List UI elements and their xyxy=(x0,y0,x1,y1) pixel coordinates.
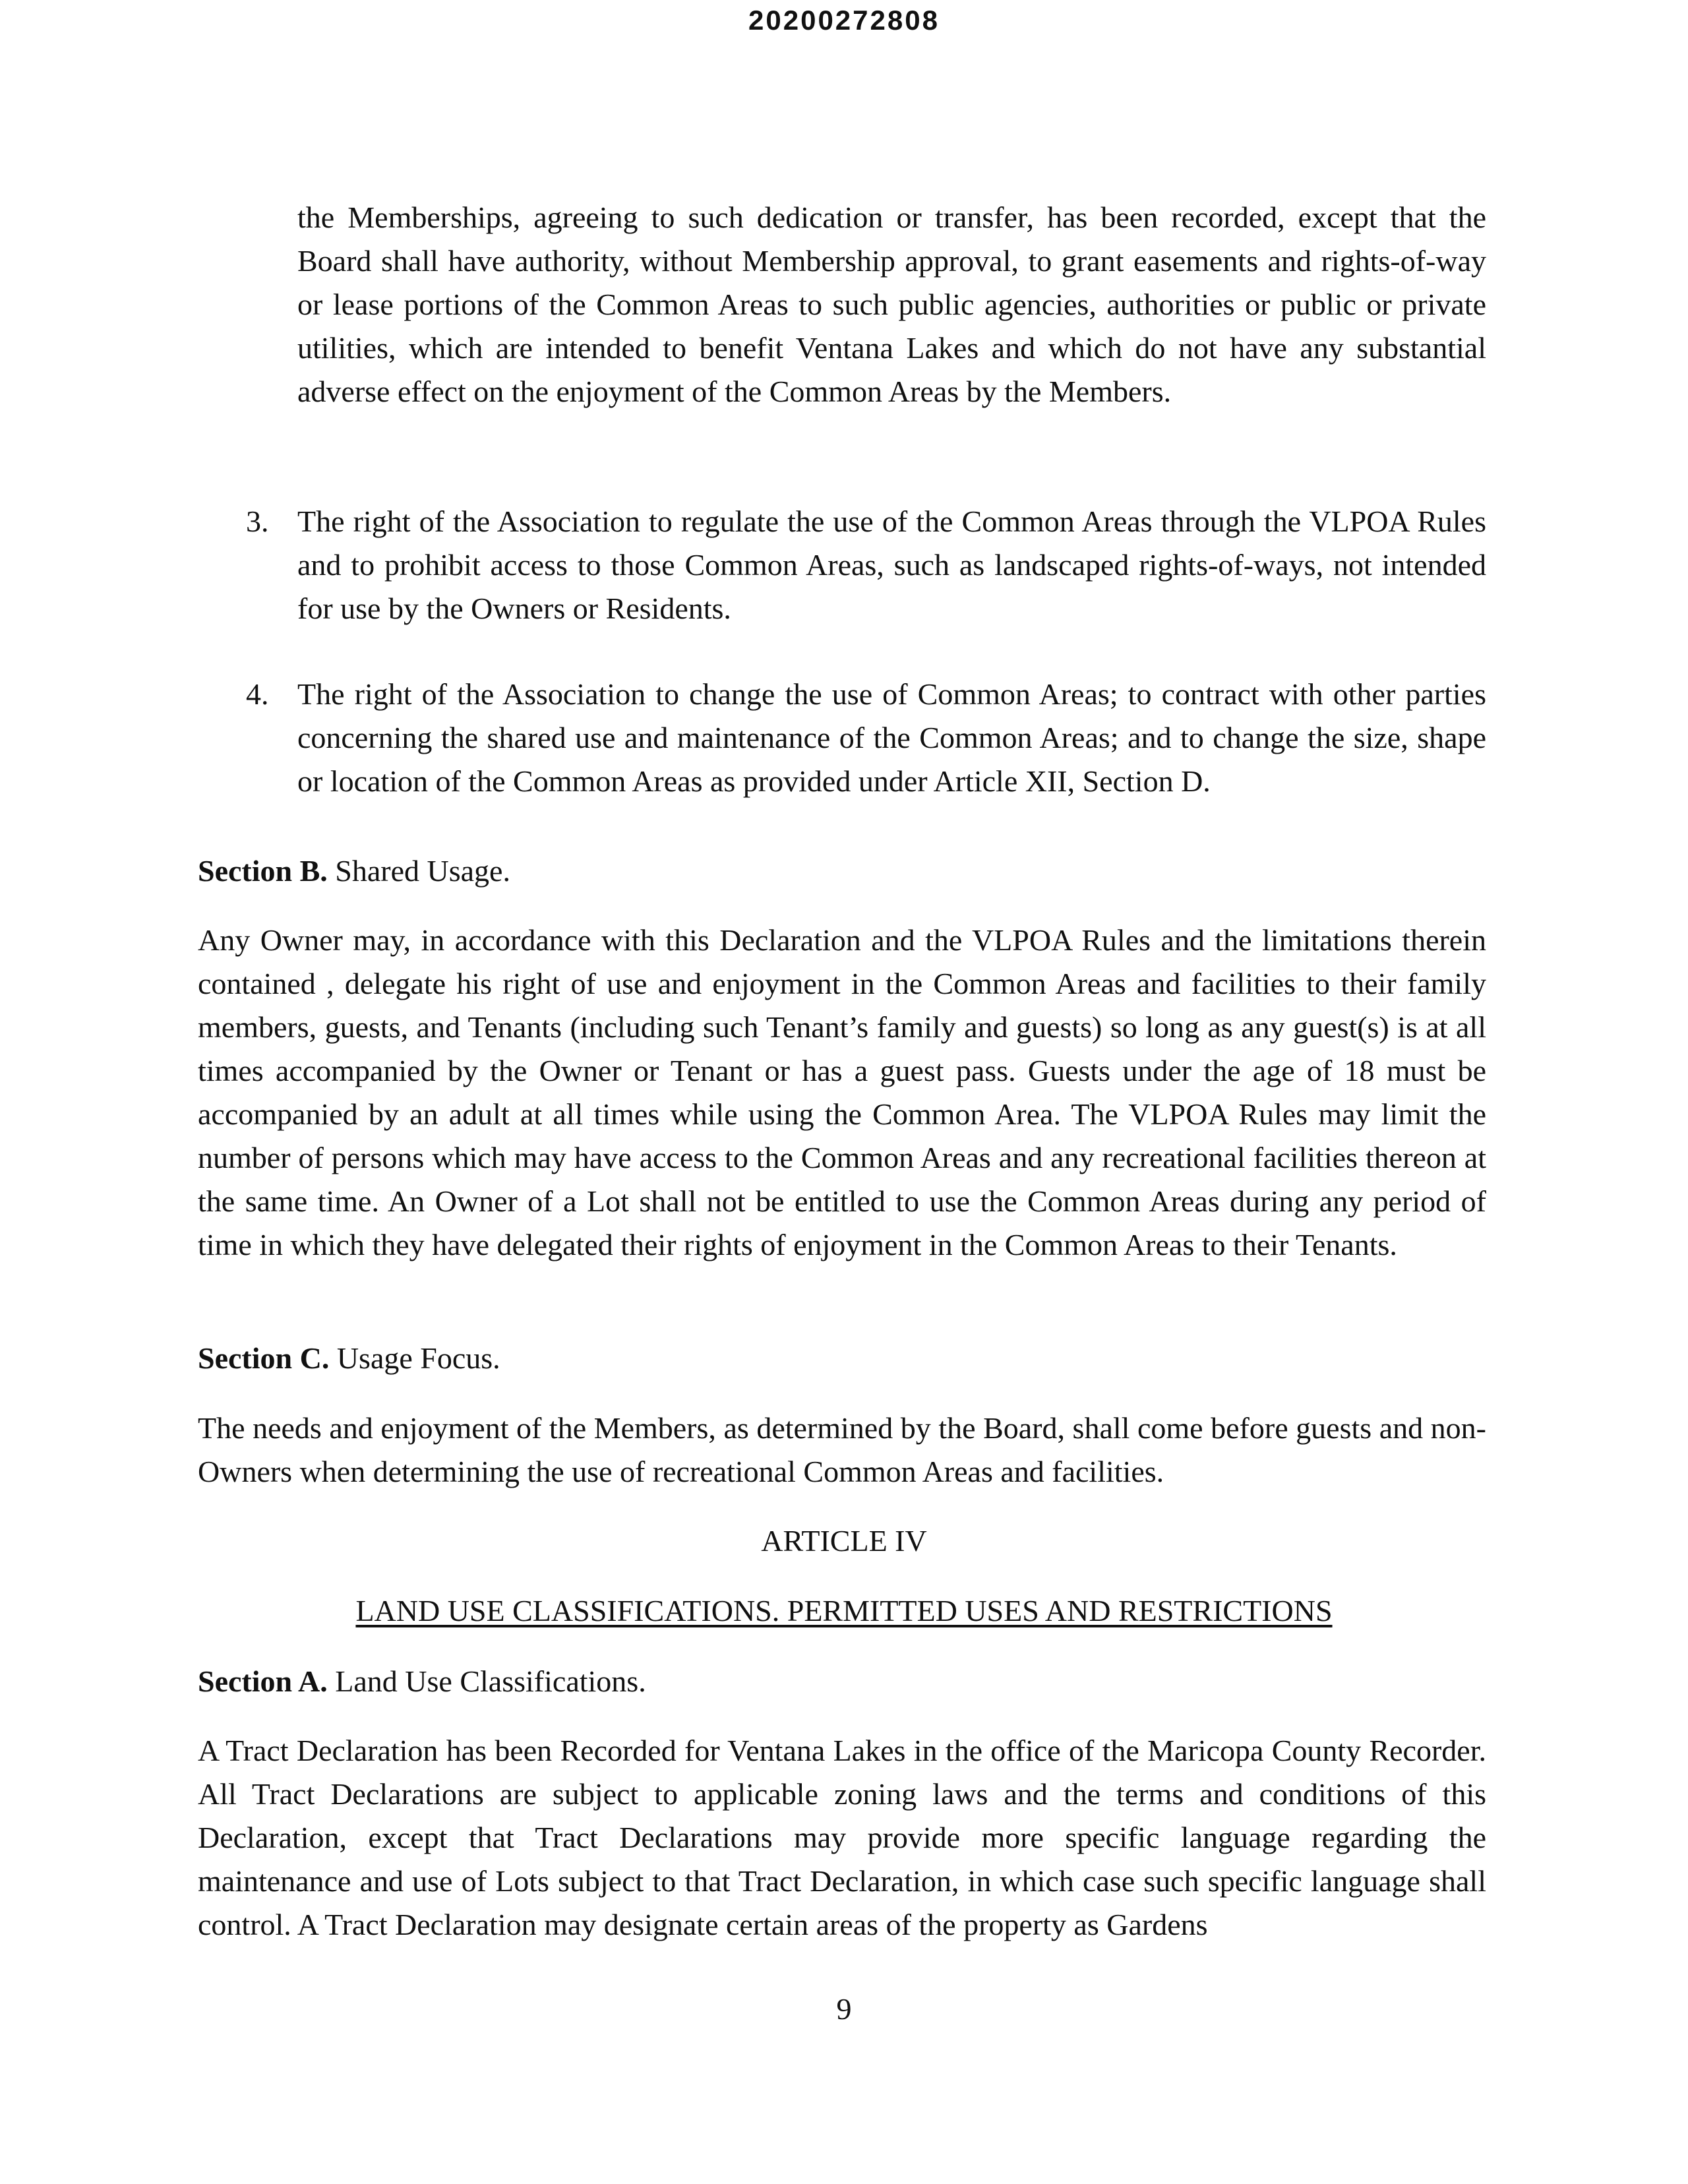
document-number: 20200272808 xyxy=(748,5,940,36)
section-a-title: Land Use Classifications. xyxy=(335,1664,646,1698)
section-c-label: Section C. xyxy=(198,1341,330,1375)
list-item-text: The right of the Association to regulate the use of the Common Areas through the VLPOA Rules and to prohibit access to those Common Areas, such as landscaped rights-of-ways, not intended for use by the Owners or Residents. xyxy=(297,504,1486,625)
page-number: 9 xyxy=(836,1992,852,2026)
list-item-number: 4. xyxy=(246,677,269,711)
section-a-heading xyxy=(198,1660,646,1703)
section-a-paragraph: A Tract Declaration has been Recorded for Ventana Lakes in the office of the Maricopa County Recorder. All Tract Declarations are subject to applicable zoning laws and the terms and conditions of this Declaration, except that Tract Declarations may provide more specific language regarding the maintenance and use of Lots subject to that Tract Declaration, in which case such specific language shall control. A Tract Declaration may designate certain areas of the property as Gardens xyxy=(198,1734,1486,1941)
section-c-title: Usage Focus. xyxy=(336,1341,500,1375)
list-item-text: The right of the Association to change the use of Common Areas; to contract with other parties concerning the shared use and maintenance of the Common Areas; and to change the size, shape or location of the Common Areas as provided under Article XII, Section D. xyxy=(297,677,1486,798)
article-heading: ARTICLE IV xyxy=(761,1524,927,1558)
section-c-paragraph: The needs and enjoyment of the Members, as determined by the Board, shall come before guests and non-Owners when determining the use of recreational Common Areas and facilities. xyxy=(198,1411,1486,1488)
section-b-title: Shared Usage. xyxy=(335,854,510,888)
section-a-label: Section A. xyxy=(198,1664,328,1698)
article-title-text: LAND USE CLASSIFICATIONS. PERMITTED USES AND RESTRICTIONS xyxy=(355,1594,1333,1627)
continuation-paragraph: the Memberships, agreeing to such dedication or transfer, has been recorded, except that the Board shall have authority, without Membership approval, to grant easements and rights-of-way or lease portions of the Common Areas to such public agencies, authorities or public or private utilities, which are intended to benefit Ventana Lakes and which do not have any substantial adverse effect on the enjoyment of the Common Areas by the Members. xyxy=(297,200,1486,408)
article-title xyxy=(0,1589,1688,1633)
list-item-number: 3. xyxy=(246,504,269,538)
section-b-heading xyxy=(198,849,510,893)
section-b-label: Section B. xyxy=(198,854,328,888)
section-c-heading xyxy=(198,1337,500,1380)
section-b-paragraph: Any Owner may, in accordance with this Declaration and the VLPOA Rules and the limitations therein contained , delegate his right of use and enjoyment in the Common Areas and facilities to their family members, guests, and Tenants (including such Tenant’s family and guests) so long as any guest(s) is at all times accompanied by the Owner or Tenant or has a guest pass. Guests under the age of 18 must be accompanied by an adult at all times while using the Common Area. The VLPOA Rules may limit the number of persons which may have access to the Common Areas and any recreational facilities thereon at the same time. An Owner of a Lot shall not be entitled to use the Common Areas during any period of time in which they have delegated their rights of enjoyment in the Common Areas to their Tenants. xyxy=(198,923,1486,1261)
